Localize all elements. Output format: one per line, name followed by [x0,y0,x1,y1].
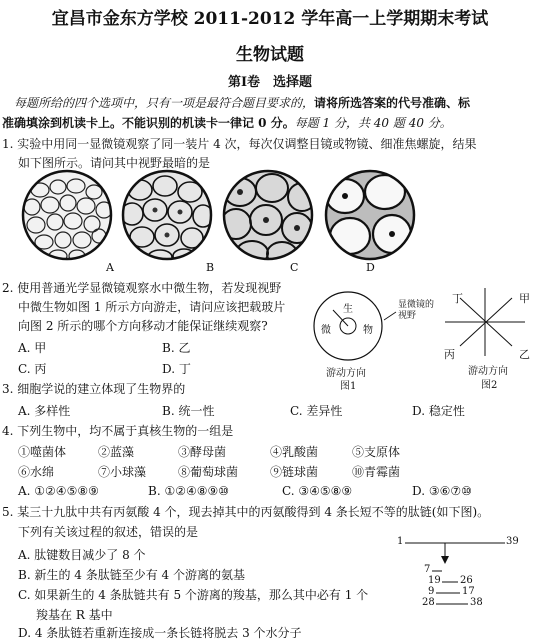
q4-item-1: ①噬菌体 [18,445,67,459]
q4-option-b: B. ①②④⑧⑨⑩ [148,484,229,498]
q2-option-d: D. 丁 [162,362,191,376]
q4-item-3: ③酵母菌 [178,445,227,459]
q5-option-d: D. 4 条肽链若重新连接成一条长链将脱去 3 个水分子 [18,626,302,640]
fig2-caption: 图2 [481,380,498,391]
q5-option-a: A. 肽键数目减少了 8 个 [18,548,146,562]
fig1-caption-direction: 游动方向 [326,368,366,379]
exam-subject: 生物试题 [236,45,304,65]
section-heading: 第Ⅰ卷 选择题 [227,75,313,90]
instructions-bold-2: 准确填涂到机读卡上。不能识别的机读卡一律记 0 分。 [2,116,295,130]
q4-option-c: C. ③④⑤⑧⑨ [282,484,353,498]
instructions-text: 每题所给的四个选项中，只有一项是最符合题目要求的， [14,96,315,110]
diagram-n38: 38 [470,597,483,608]
diagram-n9: 9 [428,586,435,597]
diagram-n17: 17 [462,586,475,597]
q2-stem-line-1: 2. 使用普通光学显微镜观察水中微生物，若发现视野 [2,281,282,295]
q5-option-b: B. 新生的 4 条肽链至少有 4 个游离的氨基 [18,568,245,582]
q5-stem-line-2: 下列有关该过程的叙述，错误的是 [18,525,199,539]
fig1-side-label: 显微镜的视野 [398,300,435,321]
q4-item-7: ⑦小球藻 [98,465,147,479]
q3-option-d: D. 稳定性 [412,404,465,418]
q1-label-c: C [290,261,299,274]
q1-label-a: A [106,261,114,274]
q5-option-c-line-2: 羧基在 R 基中 [36,608,113,622]
q4-stem: 4. 下列生物中，均不属于真核生物的一组是 [2,424,234,438]
diagram-n19: 19 [428,575,441,586]
diagram-n1: 1 [397,536,404,547]
q4-item-10: ⑩青霉菌 [352,465,401,479]
q2-option-c: C. 丙 [18,362,47,376]
q4-item-4: ④乳酸菌 [270,445,319,459]
q4-option-d: D. ③⑥⑦⑩ [412,484,472,498]
q2-option-b: B. 乙 [162,341,191,355]
fig2-label-jia: 甲 [519,292,530,305]
q5-option-c-line-1: C. 如果新生的 4 条肽链共有 5 个游离的羧基，那么其中必有 1 个 [18,588,369,602]
fig1-label-wei: 微 [321,325,331,336]
q1-label-b: B [206,261,215,274]
diagram-n39: 39 [506,536,519,547]
fig1-label-wu: 物 [363,325,373,336]
q4-item-2: ②蓝藻 [98,445,135,459]
q2-option-a: A. 甲 [18,341,47,355]
q4-option-a: A. ①②④⑤⑧⑨ [18,484,99,498]
fig2-caption-direction: 游动方向 [468,366,508,377]
instructions-bold: 请将所选答案的代号准确、标 [314,96,471,110]
q4-item-6: ⑥水绵 [18,465,55,479]
q4-item-9: ⑨链球菌 [270,465,319,479]
fig1-caption: 图1 [340,381,357,392]
q2-stem-line-3: 向图 2 所示的哪个方向移动才能保证继续观察? [18,319,268,333]
fig2-label-bing: 丙 [444,348,455,361]
q4-item-8: ⑧葡萄球菌 [178,465,239,479]
q3-option-a: A. 多样性 [18,404,71,418]
q3-option-c: C. 差异性 [290,404,343,418]
q3-option-b: B. 统一性 [162,404,215,418]
q1-stem-line-2: 如下图所示。请问其中视野最暗的是 [18,156,211,170]
instructions-text-2: 每题 1 分，共 40 题 40 分。 [294,116,452,130]
diagram-n7: 7 [424,564,431,575]
q1-label-d: D [366,261,375,274]
fig2-label-yi: 乙 [519,348,530,361]
q5-stem-line-1: 5. 某三十九肽中共有丙氨酸 4 个，现去掉其中的丙氨酸得到 4 条长短不等的肽链(如下图)。 [2,505,490,519]
q4-item-5: ⑤支原体 [352,445,401,459]
exam-title: 宜昌市金东方学校 2011-2012 学年高一上学期期末考试 [51,9,489,29]
q3-stem: 3. 细胞学说的建立体现了生物界的 [2,382,186,396]
diagram-n28: 28 [422,597,435,608]
diagram-n26: 26 [460,575,473,586]
fig1-label-sheng: 生 [343,304,353,315]
q2-stem-line-2: 中微生物如图 1 所示方向游走，请问应该把载玻片 [18,300,286,314]
fig2-label-ding: 丁 [452,292,463,305]
q1-stem-line-1: 1. 实验中用同一显微镜观察了同一装片 4 次，每次仅调整目镜或物镜、细准焦螺旋，结果 [2,137,477,151]
